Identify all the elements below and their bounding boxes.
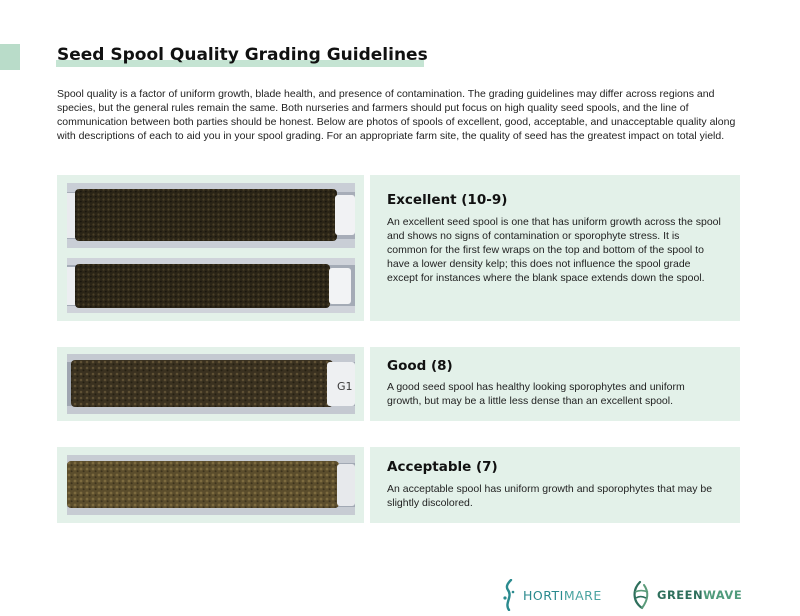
description-panel: [370, 175, 740, 321]
spool-photo: [67, 183, 355, 248]
seaweed-icon: [500, 579, 518, 611]
intro-paragraph: Spool quality is a factor of uniform growth, blade health, and presence of contamination. The grading guidelines may differ across regions and species, but the general rules remain the same. Both nurseries and farmers should put focus on high quality seed spools, and the line of communication between both parties should be honest. Below are photos of spools of excellent, good, acceptable, and unacceptable quality along with descriptions of each to aid you in your spool grading. For an appropriate farm site, the quality of seed has the greatest impact on total yield.: [57, 88, 736, 142]
grade-description: An acceptable spool has uniform growth and sporophytes that may be slightly discolored.: [387, 483, 713, 509]
spool-photo: [67, 455, 355, 515]
page-title: Seed Spool Quality Grading Guidelines: [57, 45, 428, 65]
grade-description: An excellent seed spool is one that has uniform growth across the spool and shows no signs of contamination or sporophyte stress. It is common for the first few wraps on the top and bottom of the spool to have a lower density kelp; this does not influence the spool grade except for instances where the blank space extends down the spool.: [387, 216, 721, 284]
logo-text-part: WAVE: [703, 588, 743, 602]
side-accent-tab: [0, 44, 20, 70]
greenwave-logo: [630, 577, 742, 613]
grade-title: Excellent (10-9): [387, 192, 508, 208]
grade-title: Good (8): [387, 358, 453, 374]
grade-title: Acceptable (7): [387, 459, 498, 475]
grade-row-good: [57, 347, 740, 421]
wave-leaf-icon: [630, 580, 654, 610]
hortimare-logo: [500, 577, 602, 613]
logo-text-part: GREEN: [657, 588, 704, 602]
grade-row-excellent: [57, 175, 740, 321]
grade-row-acceptable: [57, 447, 740, 523]
logo-text-part: HORTI: [523, 587, 564, 603]
grade-description: A good seed spool has healthy looking sporophytes and uniform growth, but may be a little less dense than an excellent spool.: [387, 381, 685, 407]
description-panel: [370, 447, 740, 523]
spool-label: G1: [337, 380, 353, 393]
spool-photo: [67, 354, 355, 414]
spool-photo: [67, 258, 355, 313]
description-panel: [370, 347, 740, 421]
logo-text-part: MARE: [563, 587, 602, 603]
